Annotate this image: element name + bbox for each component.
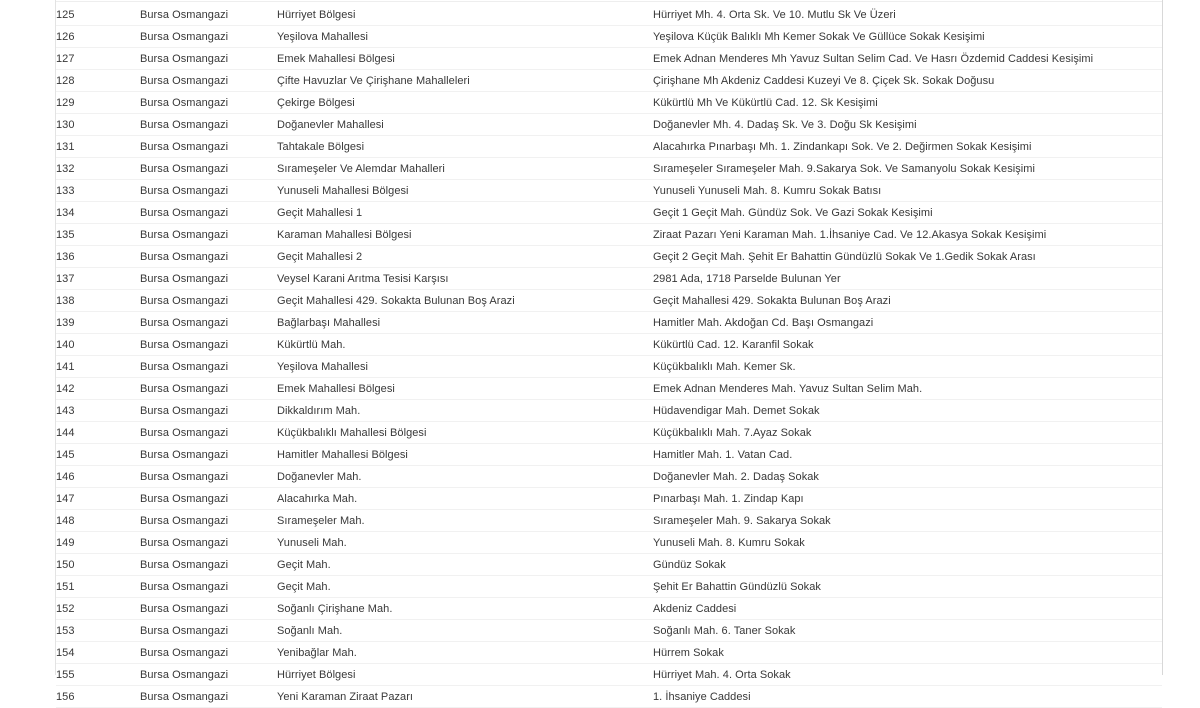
table-row — [56, 400, 1162, 422]
district-cell: Bursa Osmangazi — [140, 488, 277, 510]
row-number-cell: 151 — [56, 576, 140, 598]
table-row — [56, 620, 1162, 642]
row-number-cell: 155 — [56, 664, 140, 686]
district-cell: Bursa Osmangazi — [140, 422, 277, 444]
address-cell: Doğanevler Mah. 2. Dadaş Sokak — [653, 466, 1162, 488]
table-row — [56, 70, 1162, 92]
table-row — [56, 356, 1162, 378]
region-cell: Yunuseli Mahallesi Bölgesi — [277, 180, 653, 202]
region-cell: Hürriyet Bölgesi — [277, 664, 653, 686]
row-number-cell: 136 — [56, 246, 140, 268]
row-number-cell: 147 — [56, 488, 140, 510]
row-number-cell: 142 — [56, 378, 140, 400]
address-cell: Hüdavendigar Mah. Demet Sokak — [653, 400, 1162, 422]
district-cell: Bursa Osmangazi — [140, 532, 277, 554]
address-cell: Geçit 1 Geçit Mah. Gündüz Sok. Ve Gazi Sokak Kesişimi — [653, 202, 1162, 224]
address-cell: Geçit Mahallesi 429. Sokakta Bulunan Boş Arazi — [653, 290, 1162, 312]
address-cell: Doğanevler Mh. 4. Dadaş Sk. Ve 3. Doğu Sk Kesişimi — [653, 114, 1162, 136]
district-cell: Bursa Osmangazi — [140, 466, 277, 488]
row-number-cell: 133 — [56, 180, 140, 202]
region-cell: Hürriyet Bölgesi — [277, 4, 653, 26]
row-number-cell: 144 — [56, 422, 140, 444]
table-row — [56, 444, 1162, 466]
row-number-cell: 131 — [56, 136, 140, 158]
district-cell: Bursa Osmangazi — [140, 4, 277, 26]
district-cell: Bursa Osmangazi — [140, 378, 277, 400]
address-cell: Hürriyet Mah. 4. Orta Sokak — [653, 664, 1162, 686]
address-cell: Pınarbaşı Mah. 1. Zindap Kapı — [653, 488, 1162, 510]
district-cell: Bursa Osmangazi — [140, 576, 277, 598]
table-row — [56, 576, 1162, 598]
region-cell: Emek Mahallesi Bölgesi — [277, 378, 653, 400]
district-cell: Bursa Osmangazi — [140, 356, 277, 378]
row-number-cell: 130 — [56, 114, 140, 136]
region-cell: Karaman Mahallesi Bölgesi — [277, 224, 653, 246]
address-cell: Emek Adnan Menderes Mh Yavuz Sultan Selim Cad. Ve Hasrı Özdemid Caddesi Kesişimi — [653, 48, 1162, 70]
table-row — [56, 224, 1162, 246]
table-row — [56, 378, 1162, 400]
region-cell: Yenibağlar Mah. — [277, 642, 653, 664]
address-cell: Sırameşeler Sırameşeler Mah. 9.Sakarya Sok. Ve Samanyolu Sokak Kesişimi — [653, 158, 1162, 180]
row-number-cell: 141 — [56, 356, 140, 378]
table-row — [56, 26, 1162, 48]
region-cell: Dikkaldırım Mah. — [277, 400, 653, 422]
address-cell: Çirişhane Mh Akdeniz Caddesi Kuzeyi Ve 8. Çiçek Sk. Sokak Doğusu — [653, 70, 1162, 92]
address-cell: Hamitler Mah. Akdoğan Cd. Başı Osmangazi — [653, 312, 1162, 334]
table-row — [56, 554, 1162, 576]
district-cell: Bursa Osmangazi — [140, 620, 277, 642]
table-row — [56, 136, 1162, 158]
district-cell: Bursa Osmangazi — [140, 334, 277, 356]
row-number-cell: 153 — [56, 620, 140, 642]
row-number-cell: 132 — [56, 158, 140, 180]
address-cell: Hürrem Sokak — [653, 642, 1162, 664]
table-row — [56, 268, 1162, 290]
assembly-area-table — [56, 4, 1162, 708]
address-cell: Küçükbalıklı Mah. 7.Ayaz Sokak — [653, 422, 1162, 444]
row-number-cell: 148 — [56, 510, 140, 532]
address-cell: Şehit Er Bahattin Gündüzlü Sokak — [653, 576, 1162, 598]
row-number-cell: 135 — [56, 224, 140, 246]
table-row — [56, 202, 1162, 224]
table-row — [56, 334, 1162, 356]
region-cell: Soğanlı Mah. — [277, 620, 653, 642]
district-cell: Bursa Osmangazi — [140, 114, 277, 136]
table-body — [56, 4, 1162, 708]
row-number-cell: 156 — [56, 686, 140, 708]
region-cell: Geçit Mah. — [277, 576, 653, 598]
row-number-cell: 145 — [56, 444, 140, 466]
top-divider — [56, 1, 1162, 2]
region-cell: Yunuseli Mah. — [277, 532, 653, 554]
row-number-cell: 127 — [56, 48, 140, 70]
region-cell: Alacahırka Mah. — [277, 488, 653, 510]
table-row — [56, 180, 1162, 202]
address-cell: Emek Adnan Menderes Mah. Yavuz Sultan Selim Mah. — [653, 378, 1162, 400]
region-cell: Sırameşeler Ve Alemdar Mahalleri — [277, 158, 653, 180]
table-row — [56, 686, 1162, 708]
address-cell: Hürriyet Mh. 4. Orta Sk. Ve 10. Mutlu Sk Ve Üzeri — [653, 4, 1162, 26]
row-number-cell: 134 — [56, 202, 140, 224]
table-row — [56, 158, 1162, 180]
district-cell: Bursa Osmangazi — [140, 202, 277, 224]
address-cell: Alacahırka Pınarbaşı Mh. 1. Zindankapı Sok. Ve 2. Değirmen Sokak Kesişimi — [653, 136, 1162, 158]
district-cell: Bursa Osmangazi — [140, 48, 277, 70]
row-number-cell: 154 — [56, 642, 140, 664]
row-number-cell: 129 — [56, 92, 140, 114]
address-cell: Gündüz Sokak — [653, 554, 1162, 576]
region-cell: Geçit Mah. — [277, 554, 653, 576]
region-cell: Geçit Mahallesi 1 — [277, 202, 653, 224]
region-cell: Doğanevler Mah. — [277, 466, 653, 488]
row-number-cell: 138 — [56, 290, 140, 312]
district-cell: Bursa Osmangazi — [140, 136, 277, 158]
district-cell: Bursa Osmangazi — [140, 224, 277, 246]
table-row — [56, 290, 1162, 312]
address-cell: Soğanlı Mah. 6. Taner Sokak — [653, 620, 1162, 642]
region-cell: Çekirge Bölgesi — [277, 92, 653, 114]
address-cell: Küçükbalıklı Mah. Kemer Sk. — [653, 356, 1162, 378]
row-number-cell: 139 — [56, 312, 140, 334]
address-cell: Akdeniz Caddesi — [653, 598, 1162, 620]
address-cell: Sırameşeler Mah. 9. Sakarya Sokak — [653, 510, 1162, 532]
region-cell: Küçükbalıklı Mahallesi Bölgesi — [277, 422, 653, 444]
district-cell: Bursa Osmangazi — [140, 686, 277, 708]
table-row — [56, 510, 1162, 532]
address-cell: Yunuseli Yunuseli Mah. 8. Kumru Sokak Batısı — [653, 180, 1162, 202]
district-cell: Bursa Osmangazi — [140, 158, 277, 180]
region-cell: Doğanevler Mahallesi — [277, 114, 653, 136]
table-row — [56, 532, 1162, 554]
row-number-cell: 140 — [56, 334, 140, 356]
row-number-cell: 128 — [56, 70, 140, 92]
address-cell: 1. İhsaniye Caddesi — [653, 686, 1162, 708]
district-cell: Bursa Osmangazi — [140, 92, 277, 114]
district-cell: Bursa Osmangazi — [140, 510, 277, 532]
region-cell: Tahtakale Bölgesi — [277, 136, 653, 158]
address-cell: Yunuseli Mah. 8. Kumru Sokak — [653, 532, 1162, 554]
address-cell: Hamitler Mah. 1. Vatan Cad. — [653, 444, 1162, 466]
table-row — [56, 48, 1162, 70]
district-cell: Bursa Osmangazi — [140, 554, 277, 576]
region-cell: Yeşilova Mahallesi — [277, 356, 653, 378]
row-number-cell: 150 — [56, 554, 140, 576]
district-cell: Bursa Osmangazi — [140, 642, 277, 664]
region-cell: Soğanlı Çirişhane Mah. — [277, 598, 653, 620]
address-cell: 2981 Ada, 1718 Parselde Bulunan Yer — [653, 268, 1162, 290]
row-number-cell: 125 — [56, 4, 140, 26]
district-cell: Bursa Osmangazi — [140, 70, 277, 92]
table-row — [56, 4, 1162, 26]
district-cell: Bursa Osmangazi — [140, 664, 277, 686]
table-row — [56, 642, 1162, 664]
address-cell: Yeşilova Küçük Balıklı Mh Kemer Sokak Ve Güllüce Sokak Kesişimi — [653, 26, 1162, 48]
region-cell: Veysel Karani Arıtma Tesisi Karşısı — [277, 268, 653, 290]
region-cell: Emek Mahallesi Bölgesi — [277, 48, 653, 70]
table-row — [56, 92, 1162, 114]
row-number-cell: 146 — [56, 466, 140, 488]
district-cell: Bursa Osmangazi — [140, 444, 277, 466]
table-row — [56, 488, 1162, 510]
region-cell: Yeni Karaman Ziraat Pazarı — [277, 686, 653, 708]
right-border — [1162, 0, 1163, 675]
address-cell: Kükürtlü Mh Ve Kükürtlü Cad. 12. Sk Kesişimi — [653, 92, 1162, 114]
region-cell: Çifte Havuzlar Ve Çirişhane Mahalleleri — [277, 70, 653, 92]
district-cell: Bursa Osmangazi — [140, 180, 277, 202]
district-cell: Bursa Osmangazi — [140, 268, 277, 290]
region-cell: Kükürtlü Mah. — [277, 334, 653, 356]
address-cell: Geçit 2 Geçit Mah. Şehit Er Bahattin Gündüzlü Sokak Ve 1.Gedik Sokak Arası — [653, 246, 1162, 268]
region-cell: Geçit Mahallesi 2 — [277, 246, 653, 268]
row-number-cell: 152 — [56, 598, 140, 620]
row-number-cell: 137 — [56, 268, 140, 290]
table-row — [56, 598, 1162, 620]
region-cell: Bağlarbaşı Mahallesi — [277, 312, 653, 334]
district-cell: Bursa Osmangazi — [140, 598, 277, 620]
row-number-cell: 149 — [56, 532, 140, 554]
region-cell: Hamitler Mahallesi Bölgesi — [277, 444, 653, 466]
district-cell: Bursa Osmangazi — [140, 246, 277, 268]
region-cell: Yeşilova Mahallesi — [277, 26, 653, 48]
district-cell: Bursa Osmangazi — [140, 400, 277, 422]
row-number-cell: 126 — [56, 26, 140, 48]
table-row — [56, 422, 1162, 444]
row-number-cell: 143 — [56, 400, 140, 422]
district-cell: Bursa Osmangazi — [140, 312, 277, 334]
district-cell: Bursa Osmangazi — [140, 26, 277, 48]
district-cell: Bursa Osmangazi — [140, 290, 277, 312]
region-cell: Sırameşeler Mah. — [277, 510, 653, 532]
table-row — [56, 466, 1162, 488]
table-row — [56, 114, 1162, 136]
address-cell: Kükürtlü Cad. 12. Karanfil Sokak — [653, 334, 1162, 356]
address-cell: Ziraat Pazarı Yeni Karaman Mah. 1.İhsaniye Cad. Ve 12.Akasya Sokak Kesişimi — [653, 224, 1162, 246]
table-row — [56, 246, 1162, 268]
region-cell: Geçit Mahallesi 429. Sokakta Bulunan Boş Arazi — [277, 290, 653, 312]
table-row — [56, 312, 1162, 334]
